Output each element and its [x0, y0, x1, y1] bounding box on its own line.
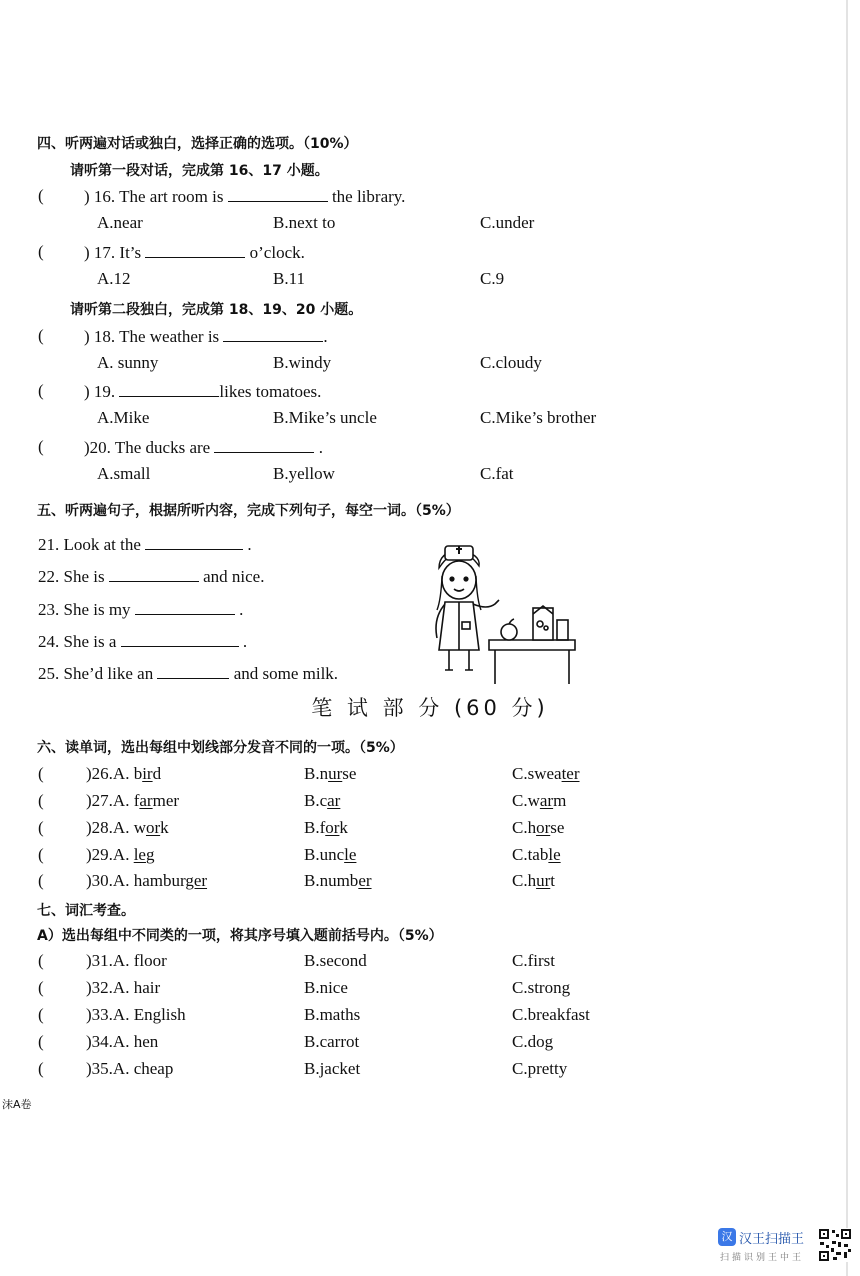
question-18	[0, 326, 860, 350]
q19-option-b[interactable]: B.Mike’s uncle	[273, 408, 377, 427]
q30-c-underline: ur	[536, 871, 551, 890]
answer-bracket[interactable]: (	[38, 1059, 44, 1078]
q16-option-c[interactable]: C.under	[480, 213, 535, 232]
q27-c-rest: m	[553, 791, 567, 810]
q20-options	[0, 464, 860, 488]
q17-stem: ) 17. It’s	[84, 243, 142, 262]
written-test-title: 笔 试 部 分 (60 分)	[311, 696, 549, 720]
q28-a-underline: or	[145, 818, 161, 837]
q19-blank[interactable]	[119, 381, 219, 397]
q17-blank[interactable]	[145, 242, 245, 258]
q20-option-b[interactable]: B.yellow	[273, 464, 335, 483]
q32-num: )32.	[86, 978, 113, 997]
paper-code: 沫A卷	[2, 1098, 32, 1111]
q30-b-text: B.numb	[304, 871, 359, 890]
q20-option-c[interactable]: C.fat	[480, 464, 514, 483]
q27-num: )27.	[86, 791, 113, 810]
section4-sub2: 请听第二段独白，完成第 18、19、20 小题。	[70, 302, 363, 318]
answer-bracket[interactable]: (	[38, 242, 44, 261]
question-33	[0, 1005, 860, 1029]
q31-option-c[interactable]: C.first	[512, 951, 555, 970]
answer-bracket[interactable]: (	[38, 845, 44, 864]
question-28	[0, 818, 860, 842]
q29-a-rest: g	[145, 845, 155, 864]
q29-a-text: A.	[112, 845, 134, 864]
answer-bracket[interactable]: (	[38, 326, 44, 345]
s21-text: 21. Look at the	[38, 535, 141, 554]
q32-option-a[interactable]: A. hair	[112, 978, 161, 997]
question-19	[0, 381, 860, 405]
q26-b-text: B.n	[304, 764, 329, 783]
q28-a-text: A. w	[112, 818, 146, 837]
q30-a-underline: ger	[185, 871, 208, 890]
question-26	[0, 764, 860, 788]
q28-a-rest: k	[160, 818, 169, 837]
s23-blank[interactable]	[135, 599, 235, 615]
q28-b-rest: k	[339, 818, 348, 837]
q29-c-underline: le	[548, 845, 561, 864]
q16-option-b[interactable]: B.next to	[273, 213, 336, 232]
question-20	[0, 437, 860, 461]
q29-b-text: B.unc	[304, 845, 345, 864]
q20-option-a[interactable]: A.small	[97, 464, 151, 483]
q32-option-b[interactable]: B.nice	[304, 978, 348, 997]
answer-bracket[interactable]: (	[38, 381, 44, 400]
q35-option-a[interactable]: A. cheap	[112, 1059, 174, 1078]
qr-code-icon	[818, 1228, 852, 1262]
q35-num: )35.	[86, 1059, 113, 1078]
q34-option-c[interactable]: C.dog	[512, 1032, 554, 1051]
q27-b-underline: ar	[327, 791, 341, 810]
q19-stem: ) 19.	[84, 382, 116, 401]
question-29	[0, 845, 860, 869]
q34-num: )34.	[86, 1032, 113, 1051]
q26-a-rest: d	[152, 764, 162, 783]
q26-b-rest: se	[342, 764, 357, 783]
q27-a-text: A. f	[112, 791, 140, 810]
answer-bracket[interactable]: (	[38, 1032, 44, 1051]
question-17	[0, 242, 860, 266]
question-30	[0, 871, 860, 895]
answer-bracket[interactable]: (	[38, 1005, 44, 1024]
scanner-tagline: 扫描识别王中王	[720, 1253, 805, 1263]
section6-heading: 六、读单词，选出每组中划线部分发音不同的一项。（5%）	[37, 740, 404, 756]
s22-blank[interactable]	[109, 566, 199, 582]
s25-tail: and some milk.	[233, 664, 339, 683]
q20-blank[interactable]	[214, 437, 314, 453]
q28-b-text: B.f	[304, 818, 326, 837]
q29-a-underline: le	[133, 845, 146, 864]
q19-option-c[interactable]: C.Mike’s brother	[480, 408, 597, 427]
section4-heading: 四、听两遍对话或独白，选择正确的选项。（10%）	[37, 136, 358, 152]
s24-text: 24. She is a	[38, 632, 117, 651]
q17-options	[0, 269, 860, 293]
q16-stem: ) 16. The art room is	[84, 187, 224, 206]
q26-a-text: A. b	[112, 764, 143, 783]
q27-c-underline: ar	[539, 791, 554, 810]
question-31	[0, 951, 860, 975]
q17-option-c[interactable]: C.9	[480, 269, 505, 288]
answer-bracket[interactable]: (	[38, 764, 44, 783]
q18-tail: .	[323, 327, 328, 346]
q31-option-a[interactable]: A. floor	[112, 951, 167, 970]
section5-heading: 五、听两遍句子，根据所听内容，完成下列句子，每空一词。（5%）	[37, 503, 460, 519]
s23-text: 23. She is my	[38, 600, 131, 619]
q26-num: )26.	[86, 764, 113, 783]
s24-tail: .	[242, 632, 248, 651]
question-27	[0, 791, 860, 815]
q34-option-b[interactable]: B.carrot	[304, 1032, 360, 1051]
q17-option-b[interactable]: B.11	[273, 269, 305, 288]
q16-tail: the library.	[331, 187, 406, 206]
q16-option-a[interactable]: A.near	[97, 213, 143, 232]
q35-option-b[interactable]: B.jacket	[304, 1059, 361, 1078]
question-34	[0, 1032, 860, 1056]
q16-blank[interactable]	[228, 186, 328, 202]
q28-c-text: C.h	[512, 818, 537, 837]
answer-bracket[interactable]: (	[38, 978, 44, 997]
q27-a-underline: ar	[139, 791, 153, 810]
q19-option-a[interactable]: A.Mike	[97, 408, 150, 427]
q31-num: )31.	[86, 951, 113, 970]
q29-c-text: C.tab	[512, 845, 549, 864]
q18-options	[0, 353, 860, 377]
q33-option-a[interactable]: A. English	[112, 1005, 186, 1024]
q19-options	[0, 408, 860, 432]
q26-c-text: C.swea	[512, 764, 562, 783]
q26-a-underline: ir	[142, 764, 153, 783]
q30-c-rest: t	[550, 871, 555, 890]
scanner-logo-icon: 汉	[718, 1228, 736, 1246]
q27-a-rest: mer	[152, 791, 180, 810]
q18-option-a[interactable]: A. sunny	[97, 353, 159, 372]
q27-b-text: B.c	[304, 791, 328, 810]
answer-bracket[interactable]: (	[38, 437, 44, 456]
q19-tail: likes tomatoes.	[219, 382, 322, 401]
q30-b-underline: er	[358, 871, 372, 890]
s22-text: 22. She is	[38, 567, 105, 586]
q27-c-text: C.w	[512, 791, 540, 810]
q18-stem: ) 18. The weather is	[84, 327, 220, 346]
section7-subA: A）选出每组中不同类的一项，将其序号填入题前括号内。（5%）	[37, 928, 443, 944]
q18-option-c[interactable]: C.cloudy	[480, 353, 542, 372]
s25-blank[interactable]	[157, 663, 229, 679]
s23-tail: .	[239, 600, 244, 619]
question-32	[0, 978, 860, 1002]
q20-stem: )20. The ducks are	[84, 438, 211, 457]
question-16	[0, 186, 860, 210]
q29-num: )29.	[86, 845, 113, 864]
scanner-app-name: 汉王扫描王	[739, 1232, 805, 1247]
answer-bracket[interactable]: (	[38, 791, 44, 810]
question-35	[0, 1059, 860, 1083]
q30-num: )30.	[86, 871, 113, 890]
q28-num: )28.	[86, 818, 113, 837]
answer-bracket[interactable]: (	[38, 818, 44, 837]
s21-tail: .	[247, 535, 252, 554]
section4-sub1: 请听第一段对话，完成第 16、17 小题。	[70, 163, 329, 179]
answer-bracket[interactable]: (	[38, 871, 44, 890]
s25-text: 25. She’d like an	[38, 664, 154, 683]
s21-blank[interactable]	[145, 534, 243, 550]
q34-option-a[interactable]: A. hen	[112, 1032, 159, 1051]
q28-c-rest: se	[550, 818, 565, 837]
q20-tail: .	[318, 438, 323, 457]
q28-b-underline: or	[325, 818, 340, 837]
section7-heading: 七、词汇考查。	[37, 903, 135, 919]
answer-bracket[interactable]: (	[38, 951, 44, 970]
nurse-illustration	[425, 540, 585, 688]
q33-num: )33.	[86, 1005, 113, 1024]
q30-c-text: C.h	[512, 871, 537, 890]
s22-tail: and nice.	[203, 567, 265, 586]
q16-options	[0, 213, 860, 237]
q17-tail: o’clock.	[249, 243, 305, 262]
q29-b-underline: le	[344, 845, 357, 864]
q28-c-underline: or	[536, 818, 551, 837]
q18-option-b[interactable]: B.windy	[273, 353, 332, 372]
q17-option-a[interactable]: A.12	[97, 269, 131, 288]
answer-bracket[interactable]: (	[38, 186, 44, 205]
q33-option-c[interactable]: C.breakfast	[512, 1005, 590, 1024]
q26-c-underline: ter	[561, 764, 580, 783]
q35-option-c[interactable]: C.pretty	[512, 1059, 568, 1078]
q32-option-c[interactable]: C.strong	[512, 978, 571, 997]
q30-a-text: A. hambur	[112, 871, 186, 890]
q26-b-underline: ur	[328, 764, 343, 783]
q31-option-b[interactable]: B.second	[304, 951, 367, 970]
q18-blank[interactable]	[223, 326, 323, 342]
q33-option-b[interactable]: B.maths	[304, 1005, 361, 1024]
s24-blank[interactable]	[121, 631, 239, 647]
